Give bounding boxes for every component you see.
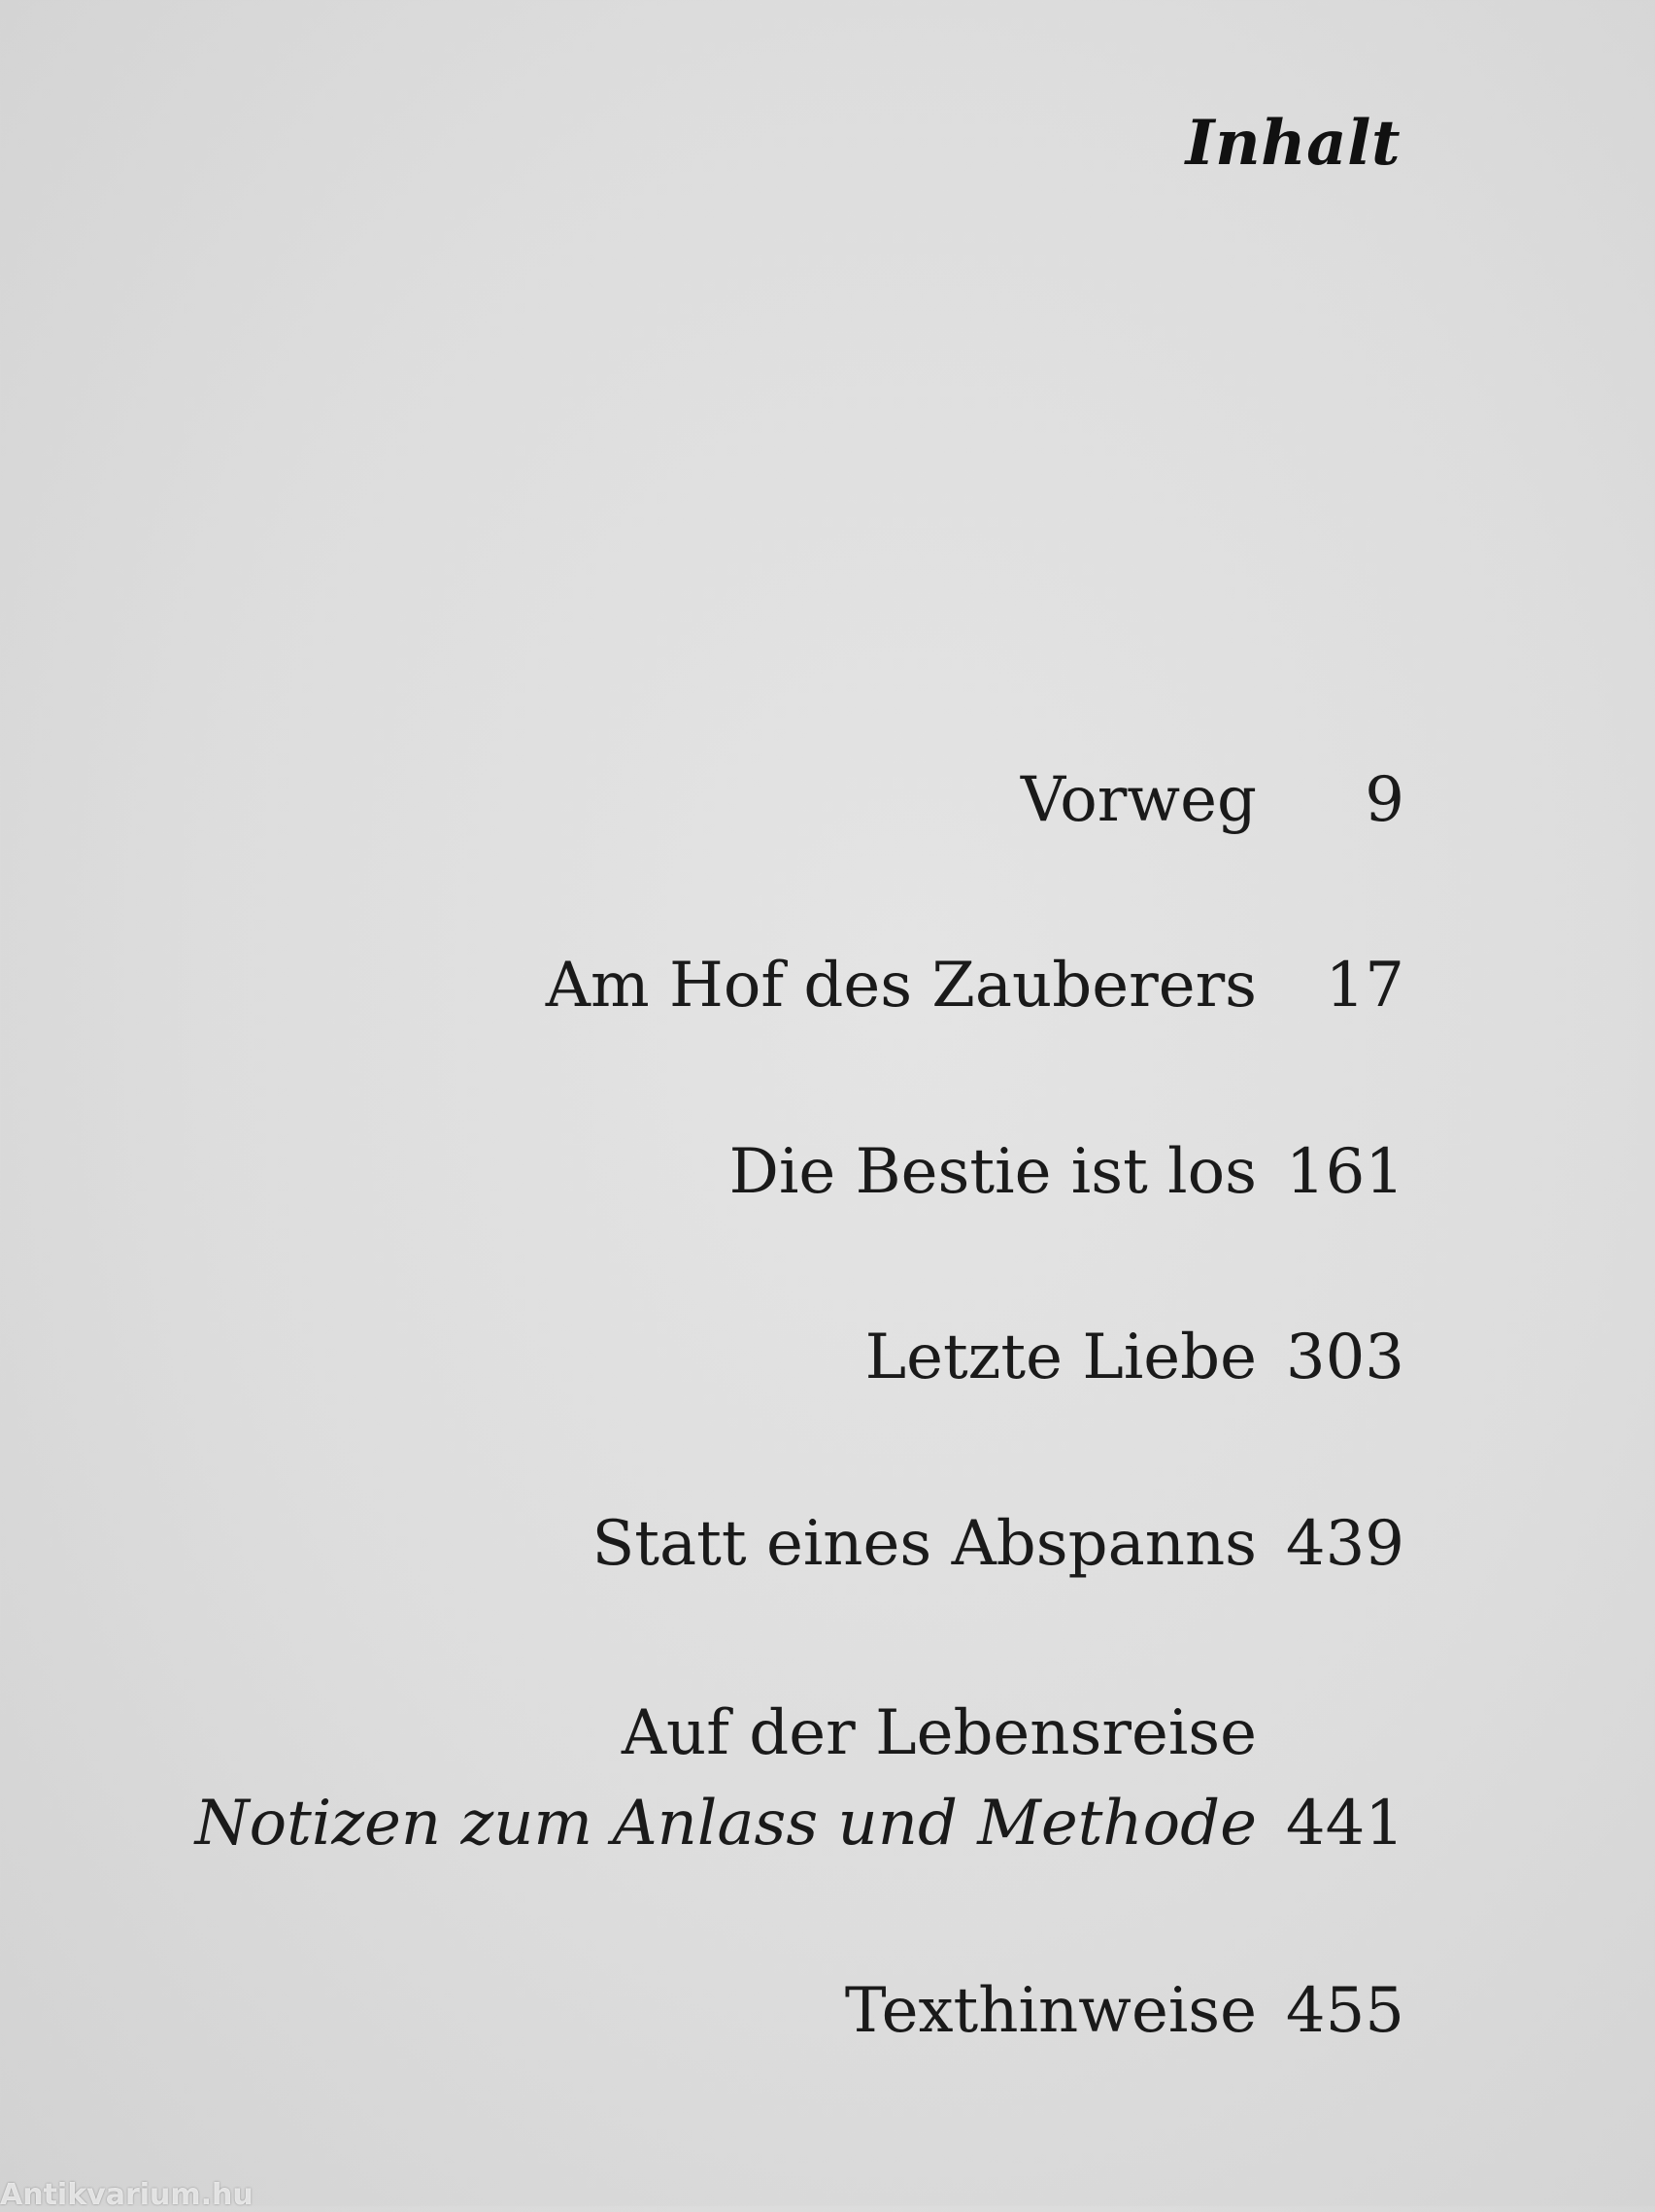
toc-entry-page: 303	[1285, 1322, 1404, 1393]
toc-entry-page: 455	[1285, 1975, 1404, 2047]
toc-entry-title: Statt eines Abspanns	[591, 1508, 1257, 1580]
toc-entry-page: 161	[1285, 1136, 1404, 1208]
toc-entry-title: Die Bestie ist los	[728, 1136, 1257, 1208]
toc-entry-title: Texthinweise	[844, 1975, 1257, 2047]
toc-entry-page: 441	[1285, 1788, 1404, 1860]
toc-entry-title: Auf der Lebensreise	[621, 1697, 1257, 1769]
watermark: Antikvarium.hu	[0, 2178, 253, 2212]
toc-entry-subtitle: Notizen zum Anlass und Methode	[194, 1788, 1257, 1860]
page-heading: Inhalt	[1185, 107, 1401, 180]
toc-entry-title: Am Hof des Zauberers	[545, 950, 1257, 1022]
toc-entry-page: 439	[1285, 1508, 1404, 1580]
toc-entry-page: 17	[1325, 950, 1404, 1022]
toc-entry-title: Letzte Liebe	[864, 1322, 1257, 1393]
toc-entry-title: Vorweg	[1020, 764, 1257, 836]
toc-entry-page: 9	[1365, 764, 1404, 836]
